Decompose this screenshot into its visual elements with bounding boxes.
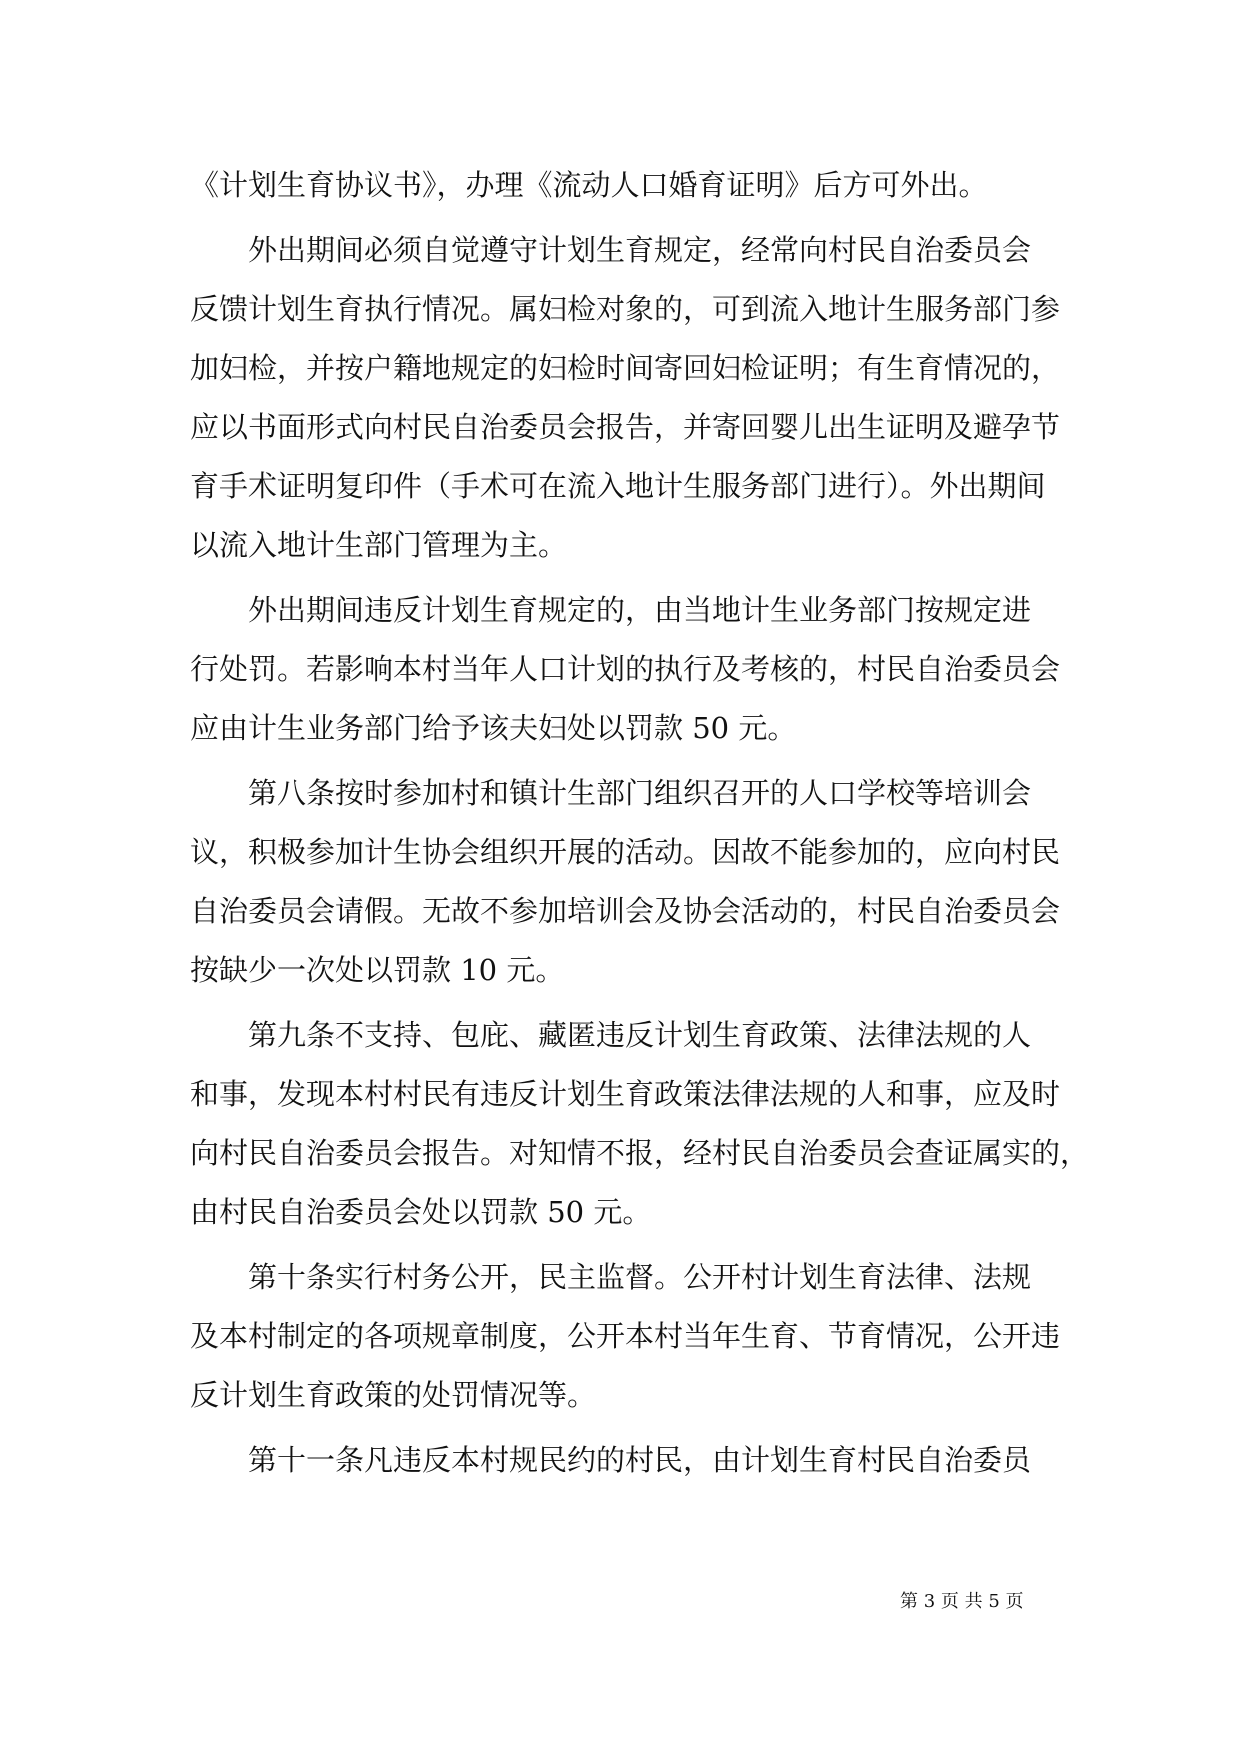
text-line: 第九条不支持、包庇、藏匿违反计划生育政策、法律法规的人 bbox=[190, 1018, 1032, 1052]
text-line: 育手术证明复印件（手术可在流入地计生服务部门进行）。外出期间 bbox=[190, 469, 1046, 503]
text-line: 《计划生育协议书》，办理《流动人口婚育证明》后方可外出。 bbox=[190, 168, 988, 202]
text-line: 由村民自治委员会处以罚款 50 元。 bbox=[190, 1195, 652, 1229]
text-line: 和事，发现本村村民有违反计划生育政策法律法规的人和事，应及时 bbox=[190, 1077, 1061, 1111]
paragraph bbox=[190, 1006, 1090, 1242]
text-line: 外出期间必须自觉遵守计划生育规定，经常向村民自治委员会 bbox=[190, 233, 1032, 267]
paragraph bbox=[190, 1431, 1060, 1490]
text-line: 外出期间违反计划生育规定的，由当地计生业务部门按规定进 bbox=[190, 593, 1032, 627]
text-line: 及本村制定的各项规章制度，公开本村当年生育、节育情况，公开违 bbox=[190, 1319, 1061, 1353]
document-body bbox=[190, 156, 1090, 1496]
text-line: 反计划生育政策的处罚情况等。 bbox=[190, 1378, 597, 1412]
paragraph bbox=[190, 221, 1060, 575]
paragraph bbox=[190, 1248, 1060, 1425]
text-line: 第八条按时参加村和镇计生部门组织召开的人口学校等培训会 bbox=[190, 776, 1032, 810]
page-number: 第 3 页 共 5 页 bbox=[900, 1591, 1024, 1612]
text-line: 按缺少一次处以罚款 10 元。 bbox=[190, 953, 565, 987]
text-line: 行处罚。若影响本村当年人口计划的执行及考核的，村民自治委员会 bbox=[190, 652, 1061, 686]
text-line: 向村民自治委员会报告。对知情不报，经村民自治委员会查证属实的， bbox=[190, 1136, 1090, 1170]
text-line: 自治委员会请假。无故不参加培训会及协会活动的，村民自治委员会 bbox=[190, 894, 1061, 928]
text-line: 议，积极参加计生协会组织开展的活动。因故不能参加的，应向村民 bbox=[190, 835, 1061, 869]
paragraph bbox=[190, 764, 1060, 1000]
paragraph bbox=[190, 581, 1060, 758]
text-line: 应由计生业务部门给予该夫妇处以罚款 50 元。 bbox=[190, 711, 797, 745]
paragraph bbox=[190, 156, 1060, 215]
text-line: 反馈计划生育执行情况。属妇检对象的，可到流入地计生服务部门参 bbox=[190, 292, 1061, 326]
text-line: 第十一条凡违反本村规民约的村民，由计划生育村民自治委员 bbox=[190, 1443, 1032, 1477]
text-line: 加妇检，并按户籍地规定的妇检时间寄回妇检证明；有生育情况的， bbox=[190, 351, 1061, 385]
text-line: 应以书面形式向村民自治委员会报告，并寄回婴儿出生证明及避孕节 bbox=[190, 410, 1061, 444]
text-line: 第十条实行村务公开，民主监督。公开村计划生育法律、法规 bbox=[190, 1260, 1032, 1294]
text-line: 以流入地计生部门管理为主。 bbox=[190, 528, 568, 562]
